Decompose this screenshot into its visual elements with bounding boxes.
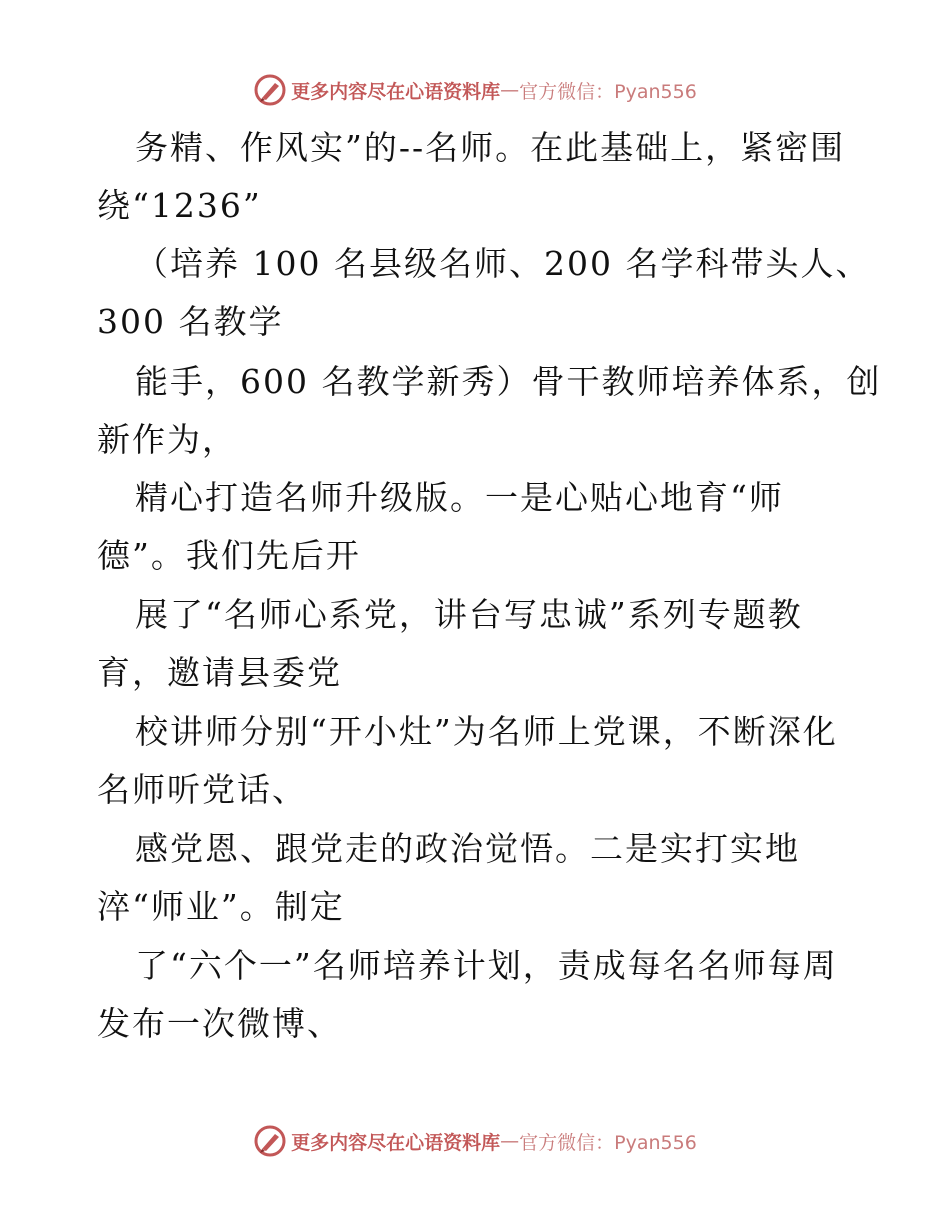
text-line: 德”。我们先后开 (97, 536, 361, 575)
text-line: 300 名教学 (97, 302, 284, 341)
text-line: 淬“师业”。制定 (97, 887, 345, 926)
footer-banner (0, 1121, 950, 1161)
banner-prefix: 更多内容尽在心语资料库 (291, 1131, 501, 1154)
pen-logo-icon (253, 73, 287, 107)
text-line: 育，邀请县委党 (97, 653, 342, 692)
text-line: 新作为， (97, 420, 237, 459)
text-line: 了“六个一”名师培养计划，责成每名名师每周 (135, 946, 838, 985)
banner-separator: — (500, 79, 520, 101)
text-line: 名师听党话、 (97, 770, 307, 809)
banner-separator: — (500, 1130, 520, 1152)
banner-wechat: 官方微信：Pyan556 (519, 1131, 697, 1154)
text-line: （培养 100 名县级名师、200 名学科带头人、 (135, 244, 871, 283)
text-line: 发布一次微博、 (97, 1004, 342, 1043)
text-line: 展了“名师心系党，讲台写忠诚”系列专题教 (135, 595, 803, 634)
text-line: 能手，600 名教学新秀）骨干教师培养体系，创 (135, 362, 882, 401)
banner-wechat: 官方微信：Pyan556 (519, 80, 697, 103)
text-line: 校讲师分别“开小灶”为名师上党课，不断深化 (135, 712, 838, 751)
text-line: 绕“1236” (97, 186, 262, 225)
text-line: 精心打造名师升级版。一是心贴心地育“师 (135, 478, 784, 517)
pen-logo-icon (253, 1124, 287, 1158)
banner-prefix: 更多内容尽在心语资料库 (291, 80, 501, 103)
text-line: 感党恩、跟党走的政治觉悟。二是实打实地 (135, 829, 800, 868)
header-banner (0, 70, 950, 110)
text-line: 务精、作风实”的--名师。在此基础上，紧密围 (135, 128, 846, 167)
